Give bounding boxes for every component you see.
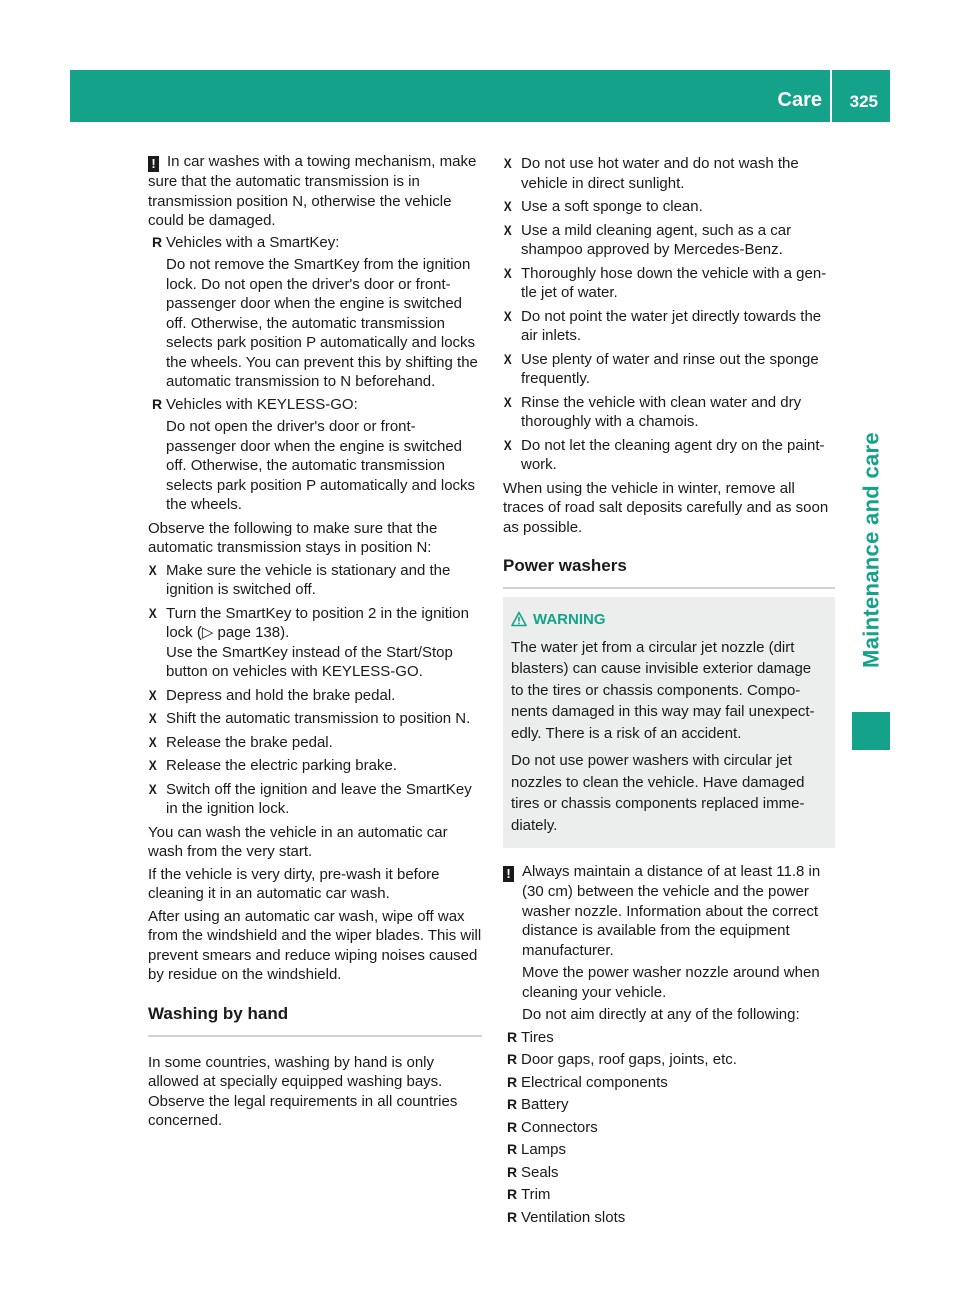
chapter-tab bbox=[852, 390, 890, 710]
list-item: R Seals bbox=[503, 1163, 835, 1183]
step-item: X Turn the SmartKey to position 2 in the ignition lock (▷ page 138). Use the SmartKey instead of the Start/Stop button on vehicles with KEYLESS-GO. bbox=[148, 604, 482, 682]
note-text bbox=[506, 862, 835, 960]
right-column bbox=[503, 152, 835, 1231]
step-item: X Do not use hot water and do not wash the vehicle in direct sunlight. bbox=[503, 154, 835, 193]
smartkey-list bbox=[148, 233, 482, 515]
note-text: In car washes with a towing mechanism, make sure that the automatic transmission is in transmission position N, otherwise the vehicle could be damaged. bbox=[148, 153, 477, 229]
exclamation-icon: ! bbox=[148, 156, 159, 172]
warning-text: The water jet from a circular jet nozzle (dirt blasters) can cause invisible exterior damage to the tires or chassis components. Components damaged in this way may fail unexpectedly. There is a risk of an accident. bbox=[511, 638, 815, 742]
warning-triangle-icon bbox=[511, 611, 527, 627]
step-list bbox=[148, 561, 482, 819]
step-item: X Depress and hold the brake pedal. bbox=[148, 686, 482, 706]
note-text: Move the power washer nozzle around when cleaning your vehicle. bbox=[522, 964, 820, 1001]
step-item: X Release the electric parking brake. bbox=[148, 756, 482, 776]
exclamation-icon: ! bbox=[503, 866, 514, 882]
step-item: X Shift the automatic transmission to position N. bbox=[148, 709, 482, 729]
list-item-title: R Vehicles with a SmartKey: bbox=[166, 233, 340, 251]
paragraph: In some countries, washing by hand is only allowed at specially equipped washing bays. Observe the legal requirements in all countries concerned. bbox=[148, 1053, 458, 1129]
list-item-body: Do not open the driver's door or front-passenger door when the engine is switched off. Otherwise, the automatic transmission selects park position P automatically and locks the wheels. bbox=[166, 418, 476, 513]
left-column bbox=[148, 152, 482, 1134]
page-header bbox=[70, 70, 890, 122]
list-item: R Trim bbox=[503, 1185, 835, 1205]
note-body: Always maintain a distance of at least 11.8 in (30 cm) between the vehicle and the power washer nozzle. Information about the correct distance is available from the equipment manufacturer. bbox=[522, 863, 821, 959]
step-item: X Make sure the vehicle is stationary and the ignition is switched off. bbox=[148, 561, 482, 600]
warning-label: WARNING bbox=[533, 611, 606, 628]
step-item: X Use plenty of water and rinse out the sponge frequently. bbox=[503, 350, 835, 389]
step-item: X Release the brake pedal. bbox=[148, 733, 482, 753]
step-item: X Rinse the vehicle with clean water and dry thoroughly with a chamois. bbox=[503, 393, 835, 432]
list-item: R Lamps bbox=[503, 1140, 835, 1160]
list-item: R Door gaps, roof gaps, joints, etc. bbox=[503, 1050, 835, 1070]
warning-text: Do not use power washers with circular jet nozzles to clean the vehicle. Have damaged tires or chassis components replaced immediately. bbox=[511, 752, 805, 834]
list-item bbox=[148, 395, 482, 515]
warning-title bbox=[511, 609, 827, 631]
paragraph: Observe the following to make sure that the automatic transmission stays in position N: bbox=[148, 519, 438, 556]
list-item: R Ventilation slots bbox=[503, 1208, 835, 1228]
list-item: R Tires bbox=[503, 1028, 835, 1048]
step-item: X Switch off the ignition and leave the SmartKey in the ignition lock. bbox=[148, 780, 482, 819]
component-list bbox=[503, 1028, 835, 1228]
paragraph: After using an automatic car wash, wipe off wax from the windshield and the wiper blades. This will prevent smears and reduce wiping noises caused by residue on the windshield. bbox=[148, 907, 482, 983]
step-item: X Use a mild cleaning agent, such as a car shampoo approved by Mercedes-Benz. bbox=[503, 221, 835, 260]
step-item: X Do not let the cleaning agent dry on the paintwork. bbox=[503, 436, 835, 475]
section-heading: Power washers bbox=[503, 555, 835, 589]
warning-box bbox=[503, 597, 835, 848]
paragraph: When using the vehicle in winter, remove all traces of road salt deposits carefully and as soon as possible. bbox=[503, 479, 829, 536]
step-list bbox=[503, 154, 835, 475]
list-item: R Connectors bbox=[503, 1118, 835, 1138]
list-item bbox=[148, 233, 482, 392]
step-item: X Use a soft sponge to clean. bbox=[503, 197, 835, 217]
note-towing bbox=[148, 152, 482, 231]
note-text: Do not aim directly at any of the following: bbox=[522, 1006, 800, 1023]
chapter-label: Maintenance and care bbox=[858, 432, 884, 668]
paragraph: You can wash the vehicle in an automatic car wash from the very start. bbox=[148, 823, 448, 860]
list-item-title: R Vehicles with KEYLESS-GO: bbox=[166, 395, 358, 413]
step-item: X Do not point the water jet directly towards the air inlets. bbox=[503, 307, 835, 346]
chapter-marker bbox=[852, 712, 890, 750]
list-item: R Battery bbox=[503, 1095, 835, 1115]
paragraph: If the vehicle is very dirty, pre-wash it before cleaning it in an automatic car wash. bbox=[148, 865, 440, 902]
section-heading: Washing by hand bbox=[148, 1003, 482, 1037]
header-divider bbox=[830, 70, 832, 122]
step-item: X Thoroughly hose down the vehicle with a gentle jet of water. bbox=[503, 264, 835, 303]
list-item-body: Do not remove the SmartKey from the ignition lock. Do not open the driver's door or front-passenger door when the engine is switched off. Otherwise, the automatic transmission selects park position P automatically and locks the wheels. You can prevent this by shifting the automatic transmission to N beforehand. bbox=[166, 256, 478, 390]
note-power-washer bbox=[503, 862, 835, 1227]
page-number: 325 bbox=[849, 92, 878, 111]
list-item: R Electrical components bbox=[503, 1073, 835, 1093]
section-title: Care bbox=[777, 89, 822, 111]
